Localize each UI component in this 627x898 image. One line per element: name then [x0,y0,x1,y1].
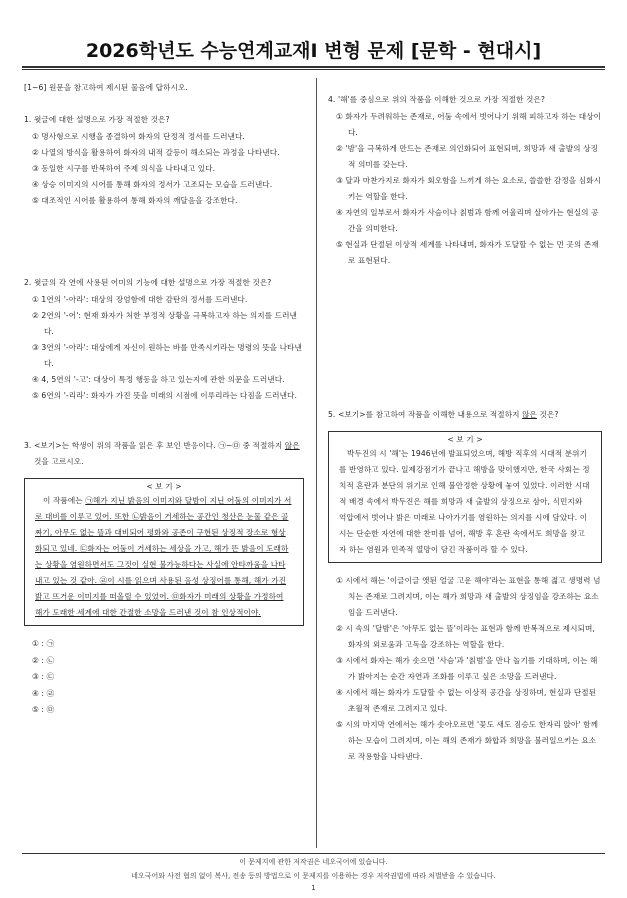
question-4 [328,92,602,269]
question-4-stem: 4. '해'를 중심으로 위의 작품을 이해한 것으로 가장 적절한 것은? [328,95,546,104]
question-5-stem [328,407,602,423]
option[interactable]: ⑤ 현실과 단절된 이상적 세계를 나타내며, 화자가 도달할 수 없는 먼 곳의 존재로 표현된다. [336,240,599,265]
question-4-options [336,109,602,269]
choice[interactable]: ④ : ㉣ [32,688,55,698]
choice[interactable]: ① : ㉠ [32,639,55,648]
question-3-stem [24,438,304,470]
choice[interactable]: ② : ㉡ [32,655,55,665]
header-rule [22,66,605,68]
bogi-label: < 보 기 > [447,435,483,444]
question-2-stem: 2. 윗글의 각 연에 사용된 어미의 기능에 대한 설명으로 가장 적절한 것은? [24,278,272,287]
option[interactable]: ④ 시에서 해는 화자가 도달할 수 없는 이상적 공간을 상징하며, 현실과 단절된 초월적 존재로 그려지고 있다. [336,688,597,713]
question-3-stem-a: 3. <보기>는 학생이 위의 작품을 읽은 후 보인 반응이다. ㉠~㉤ 중 적절하지 [24,441,285,450]
column-divider [316,78,317,848]
option[interactable]: ① 1연의 '-아라': 대상의 장엄함에 대한 감탄의 정서를 드러낸다. [32,295,248,304]
question-3 [24,438,304,719]
left-column [24,80,304,719]
question-2-options [32,292,304,404]
emphasis-not: 않은 [522,410,537,419]
option[interactable]: ② 시 속의 '달밤'은 '아무도 없는 뜰'이라는 표현과 함께 반복적으로 제시되며, 화자의 외로움과 고독을 강조하는 역할을 한다. [336,624,595,649]
bogi-text [35,493,293,621]
question-3-choices [32,636,304,719]
choice[interactable]: ⑤ : ㉤ [32,705,55,714]
right-column [328,92,602,765]
page-number: 1 [311,884,316,892]
option[interactable]: ① 명사형으로 시행을 종결하여 화자의 단정적 정서를 드러낸다. [32,132,245,141]
bogi-underlined: ㉠해가 지닌 밝음의 이미지와 달밤이 지닌 어둠의 이미지가 서로 대비를 이루고 있어. 또한 ㉡밝음이 거세하는 공간인 청산은 눈물 같은 골짜기, 아무도 없는 뜰과 대비되어 평화와 공존이 구현된 상징적 장소로 형상화되고 있네. ㉢화자는 어둠이 거세하는 세상을 가고, 해가 뜬 밝음이 도래하는 상황을 염원하면서도 그것이 실현 불가능하다는 사실에 안타까움을 나타내고 있는 것 같아. ㉣이 시를 읽으며 사용된 음성 상징어를 통해, 해가 가진 밝고 뜨거운 이미지를 떠올릴 수 있었어. ㉤화자가 미래의 상황을 가정하여 해가 도래한 세계에 대한 간절한 소망을 드러낸 것이 참 인상적이야. [35,496,292,617]
question-1 [24,112,304,209]
question-1-stem: 1. 윗글에 대한 설명으로 가장 적절한 것은? [24,115,170,124]
option[interactable]: ⑤ 6연의 '-리라': 화자가 가진 뜻을 미래의 시점에 이루리라는 다짐을 드러낸다. [32,391,297,400]
option[interactable]: ③ 시에서 화자는 해가 솟으면 '사슴'과 '칡범'을 만나 놀기를 기대하며, 이는 해가 밝아지는 순간 자연과 조화를 이루고 싶은 소망을 드러낸다. [336,656,598,681]
emphasis-not: 않은 [284,441,300,450]
option[interactable]: ⑤ 시의 마지막 연에서는 해가 솟아오르면 '꽃도 새도 짐승도 한자리 앉아' 함께하는 모습이 그려지며, 이는 해의 존재가 화합과 희망을 불러일으키는 요소로 작용함을 나타낸다. [336,720,598,761]
bogi-text: 박두진의 시 '해'는 1946년에 발표되었으며, 해방 직후의 시대적 분위기를 반영하고 있다. 일제강점기가 끝나고 해방을 맞이했지만, 한국 사회는 정치적 혼란과 분단의 위기로 인해 불안정한 상황에 놓여 있었다. 이러한 시대적 배경 속에서 박두진은 해를 희망과 새 출발의 상징으로 삼아, 식민지와 억압에서 벗어나 밝은 미래로 나아가기를 염원하는 의지를 시에 담았다. 이 시는 단순한 자연에 대한 찬미를 넘어, 해방 후 혼란 속에서도 희망을 찾고자 하는 염원과 민족적 열망이 담긴 작품이라 할 수 있다. [339,449,590,554]
bogi-label: < 보 기 > [146,482,182,491]
option[interactable]: ① 화자가 두려워하는 존재로, 어둠 속에서 벗어나기 위해 피하고자 하는 대상이다. [336,112,602,137]
bogi-lead: 이 작품에는 [43,496,86,505]
question-5-stem-a: 5. <보기>를 참고하여 작품을 이해한 내용으로 적절하지 [328,410,523,419]
bogi-box [24,478,304,626]
question-5-stem-b: 것은? [537,410,559,419]
question-1-options [32,129,304,209]
footer-rule [22,853,605,854]
question-3-stem-b: 것을 고르시오. [34,457,84,466]
instruction: [1~6] 원문을 참고하여 제시된 물음에 답하시오. [24,83,188,92]
option[interactable]: ④ 자연의 일부로서 화자가 사슴이나 칡범과 함께 어울리며 살아가는 현실의 공간을 의미한다. [336,208,599,233]
option[interactable]: ② 나열의 방식을 활용하여 화자의 내적 갈등이 해소되는 과정을 나타낸다. [32,148,280,157]
page-title: 2026학년도 수능연계교재Ⅰ 변형 문제 [문학 - 현대시] [85,40,542,62]
option[interactable]: ④ 상승 이미지의 시어를 통해 화자의 정서가 고조되는 모습을 드러낸다. [32,180,273,189]
question-5 [328,407,602,765]
option[interactable]: ④ 4, 5연의 '-고': 대상이 특정 행동을 하고 있는지에 관한 의문을 드러낸다. [32,375,285,384]
option[interactable]: ① 시에서 해는 '이글이글 앳된 얼굴 고운 해야'라는 표현을 통해 젊고 생명력 넘치는 존재로 그려지며, 이는 해가 희망과 새 출발의 상징임을 강조하는 요소임을 드러낸다. [336,576,601,617]
option[interactable]: ② '밤'을 극복하게 만드는 존재로 의인화되어 표현되며, 희망과 새 출발의 상징적 의미를 갖는다. [336,144,598,169]
option[interactable]: ③ 동일한 시구를 반복하여 주제 의식을 나타내고 있다. [32,164,216,173]
footer-copyright: 이 문제지에 관한 저작권은 네오국어에 있습니다. [239,858,388,866]
footer-warning: 네오국어와 사전 협의 없이 복사, 전송 등의 방법으로 이 문제지를 이용하는 경우 저작권법에 따라 처벌받을 수 있습니다. [131,872,496,880]
option[interactable]: ③ 3연의 '-아라': 대상에게 자신이 원하는 바를 만족시키라는 명령의 뜻을 나타낸다. [32,343,302,368]
question-2 [24,275,304,404]
header-rule-thin [22,69,605,70]
choice[interactable]: ③ : ㉢ [32,672,55,681]
option[interactable]: ⑤ 대조적인 시어를 활용하여 통해 화자의 깨달음을 강조한다. [32,196,238,205]
question-5-options [336,573,602,765]
option[interactable]: ③ 달과 마찬가지로 화자가 회오함을 느끼게 하는 요소로, 쓸쓸한 감정을 심화시키는 역할을 한다. [336,176,602,201]
bogi-box [328,431,602,563]
option[interactable]: ② 2연의 '-어': 현재 화자가 처한 부정적 상황을 극복하고자 하는 의지를 드러낸다. [32,311,297,336]
